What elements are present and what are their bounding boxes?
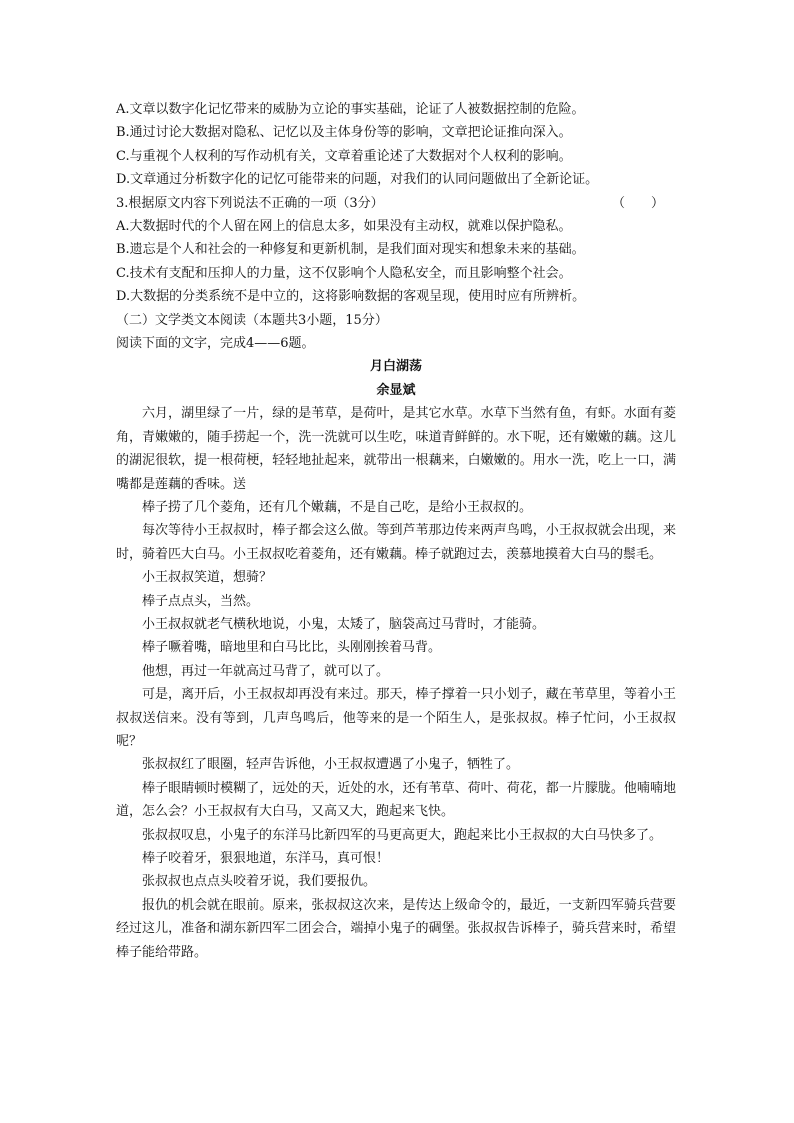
story-paragraph: 棒子噘着嘴，暗地里和白马比比，头刚刚挨着马背。 [142, 640, 442, 656]
story-author: 余显斌 [376, 382, 416, 398]
story-paragraph: 可是，离开后，小王叔叔却再没有来过。那天，棒子撑着一只小划子，藏在苇草里，等着小王叔叔送信来。没有等到，几声鸟鸣后，他等来的是一个陌生人，是张叔叔。棒子忙问，小王叔叔呢？ [116, 687, 676, 749]
story-paragraph: 棒子眼睛顿时模糊了，远处的天，近处的水，还有苇草、荷叶、荷花，都一片朦胧。他喃喃地道，怎么会？小王叔叔有大白马，又高又大，跑起来飞快。 [116, 780, 676, 820]
story-paragraph: 张叔叔叹息，小鬼子的东洋马比新四军的马更高更大，跑起来比小王叔叔的大白马快多了。 [142, 827, 663, 843]
story-paragraph: 他想，再过一年就高过马背了，就可以了。 [142, 663, 390, 679]
q2-option-d: D.文章通过分析数字化的记忆可能带来的问题，对我们的认同问题做出了全新论证。 [116, 172, 599, 188]
q3-option-d: D.大数据的分类系统不是中立的，这将影响数据的客观呈现，使用时应有所辨析。 [116, 289, 586, 305]
story-paragraph: 棒子捞了几个菱角，还有几个嫩藕，不是自己吃，是给小王叔叔的。 [142, 499, 533, 515]
q3-stem: 3.根据原文内容下列说法不正确的一项（3分） [116, 195, 384, 211]
q2-option-a: A.文章以数字化记忆带来的威胁为立论的事实基础，论证了人被数据控制的危险。 [116, 102, 585, 117]
q3-stem-row [116, 192, 664, 215]
story-paragraph: 报仇的机会就在眼前。原来，张叔叔这次来，是传达上级命令的，最近，一支新四军骑兵营要经过这儿，准备和湖东新四军二团会合，端掉小鬼子的碉堡。张叔叔告诉棒子，骑兵营来时，希望棒子能给带路。 [116, 897, 676, 960]
q2-option-c: C.与重视个人权利的写作动机有关，文章着重论述了大数据对个人权利的影响。 [116, 148, 572, 164]
q3-answer-bracket: （ ） [611, 195, 664, 211]
story-paragraph: 小王叔叔就老气横秋地说，小鬼，太矮了，脑袋高过马背时，才能骑。 [142, 616, 546, 632]
story-paragraph: 六月，湖里绿了一片，绿的是苇草，是荷叶，是其它水草。水草下当然有鱼，有虾。水面有菱角，青嫩嫩的，随手捞起一个，洗一洗就可以生吃，味道青鲜鲜的。水下呢，还有嫩嫩的藕。这儿的湖泥很软，提一根荷梗，轻轻地扯起来，就带出一根藕来，白嫩嫩的。用水一洗，吃上一口，满嘴都是莲藕的香味。送 [116, 406, 676, 492]
story-paragraph: 张叔叔也点点头咬着牙说，我们要报仇。 [142, 874, 377, 890]
q3-option-b: B.遗忘是个人和社会的一种修复和更新机制，是我们面对现实和想象未来的基础。 [116, 242, 585, 258]
story-paragraph: 棒子咬着牙，狠狠地道，东洋马，真可恨！ [142, 851, 390, 866]
q2-option-b: B.通过讨论大数据对隐私、记忆以及主体身份等的影响，文章把论证推向深入。 [116, 125, 572, 141]
q3-option-c: C.技术有支配和压抑人的力量，这不仅影响个人隐私安全，而且影响整个社会。 [116, 265, 572, 281]
story-paragraph: 棒子点点头，当然。 [142, 593, 260, 609]
q3-option-a: A.大数据时代的个人留在网上的信息太多，如果没有主动权，就难以保护隐私。 [116, 219, 572, 235]
exam-page [116, 98, 696, 964]
story-paragraph: 每次等待小王叔叔时，棒子都会这么做。等到芦苇那边传来两声鸟鸣，小王叔叔就会出现，来时，骑着匹大白马。小王叔叔吃着菱角，还有嫩藕。棒子就跑过去，羡慕地摸着大白马的鬃毛。 [116, 523, 676, 562]
story-paragraph: 小王叔叔笑道，想骑？ [142, 570, 273, 586]
story-title: 月白湖荡 [369, 359, 422, 375]
story-paragraph: 张叔叔红了眼圈，轻声告诉他，小王叔叔遭遇了小鬼子，牺牲了。 [142, 757, 520, 773]
section-heading: （二）文学类文本阅读（本题共3小题，15分） [116, 312, 388, 328]
section-instruction: 阅读下面的文字，完成4——6题。 [116, 336, 315, 352]
